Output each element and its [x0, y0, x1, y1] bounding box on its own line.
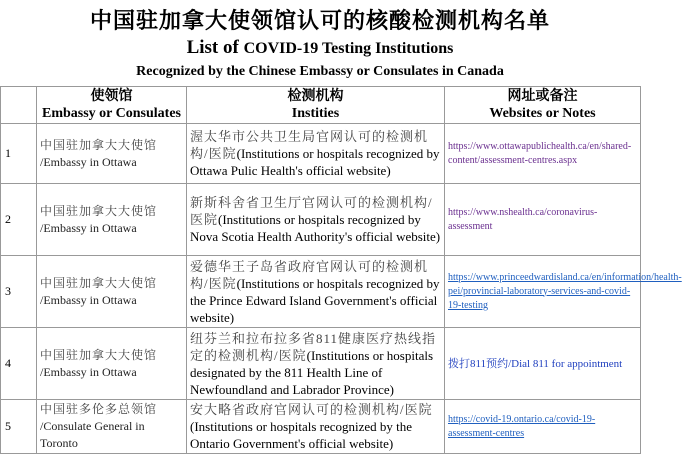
- header-institutions: [187, 87, 445, 124]
- row-institution-zh: 新斯科舍省卫生厅官网认可的检测机构/医院: [190, 195, 433, 227]
- row-note: [445, 124, 641, 184]
- row-institution-zh: 纽芬兰和拉布拉多省811健康医疗热线指定的检测机构/医院: [190, 330, 437, 363]
- title-english: [0, 36, 640, 61]
- row-institution: [187, 400, 445, 454]
- row-note: [445, 184, 641, 256]
- header-embassy: [37, 87, 187, 124]
- header-embassy-zh: 使领馆: [90, 89, 133, 104]
- row-note-link[interactable]: https://www.princeedwardisland.ca/en/information/health-pei/provincial-laboratory-services-and-covid-19-testing: [448, 271, 682, 311]
- header-institutions-zh: 检测机构: [287, 89, 344, 104]
- header-institutions-en: Instities: [291, 106, 340, 121]
- row-institution-en: (Institutions or hospitals designated by the 811 Health Line of Newfoundland and Labrador Province): [190, 347, 434, 397]
- row-note[interactable]: [445, 400, 641, 454]
- row-note[interactable]: [445, 256, 682, 328]
- row-embassy: [37, 400, 187, 454]
- document-header: [0, 0, 640, 82]
- row-embassy: [37, 184, 187, 256]
- header-websites-en: Websites or Notes: [489, 106, 596, 121]
- row-note-link[interactable]: https://covid-19.ontario.ca/covid-19-assessment-centres: [448, 413, 596, 439]
- row-embassy-zh: 中国驻加拿大大使馆: [40, 137, 158, 152]
- row-note-text: 拨打811预约/Dial 811 for appointment: [448, 357, 623, 370]
- table-row: [1, 256, 641, 328]
- row-number: 3: [1, 256, 37, 328]
- row-number: 1: [1, 124, 37, 184]
- table-row: [1, 184, 641, 256]
- header-number: [1, 87, 37, 124]
- row-embassy-en: /Embassy in Ottawa: [40, 364, 137, 379]
- row-embassy-en: /Embassy in Ottawa: [40, 292, 137, 307]
- header-websites-zh: 网址或备注: [507, 89, 578, 104]
- row-note-text: https://www.ottawapublichealth.ca/en/shared-content/assessment-centres.aspx: [448, 140, 632, 166]
- row-embassy-zh: 中国驻多伦多总领馆: [40, 402, 158, 416]
- row-embassy-zh: 中国驻加拿大大使馆: [40, 347, 158, 362]
- row-embassy-en: /Embassy in Ottawa: [40, 220, 137, 235]
- row-embassy-en: /Consulate General in Toronto: [40, 419, 145, 450]
- table-row: [1, 400, 641, 454]
- row-note: [445, 328, 641, 400]
- institutions-table: [0, 86, 682, 454]
- row-institution-zh: 爱德华王子岛省政府官网认可的检测机构/医院: [190, 258, 429, 291]
- row-institution: [187, 184, 445, 256]
- header-websites: [445, 87, 641, 124]
- table-row: [1, 328, 641, 400]
- row-embassy-en: /Embassy in Ottawa: [40, 154, 137, 169]
- row-institution-en: (Institutions or hospitals recognized by the Ontario Government's official website): [190, 419, 413, 451]
- row-number: 4: [1, 328, 37, 400]
- row-embassy-zh: 中国驻加拿大大使馆: [40, 203, 158, 218]
- row-embassy: [37, 328, 187, 400]
- title-english-prefix: List of: [186, 37, 239, 58]
- row-number: 5: [1, 400, 37, 454]
- row-institution: [187, 124, 445, 184]
- title-chinese: 中国驻加拿大使领馆认可的核酸检测机构名单: [89, 8, 550, 33]
- row-institution: [187, 256, 445, 328]
- row-embassy: [37, 256, 187, 328]
- row-embassy-zh: 中国驻加拿大大使馆: [40, 275, 158, 290]
- row-institution-zh: 渥太华市公共卫生局官网认可的检测机构/医院: [190, 129, 429, 161]
- header-embassy-en: Embassy or Consulates: [42, 106, 181, 121]
- table-header-row: [1, 87, 641, 124]
- row-institution-zh: 安大略省政府官网认可的检测机构/医院: [190, 402, 433, 417]
- title-english-main: COVID-19 Testing Institutions: [243, 40, 454, 57]
- row-institution-en: (Institutions or hospitals recognized by Nova Scotia Health Authority's official website): [190, 212, 441, 244]
- subtitle-english: Recognized by the Chinese Embassy or Consulates in Canada: [136, 64, 504, 79]
- row-institution-en: (Institutions or hospitals recognized by the Prince Edward Island Government's official website): [190, 275, 440, 325]
- row-number: 2: [1, 184, 37, 256]
- row-note-text: https://www.nshealth.ca/coronavirus-assessment: [448, 206, 598, 232]
- row-institution-en: (Institutions or hospitals recognized by Ottawa Pulic Health's official website): [190, 146, 440, 178]
- row-institution: [187, 328, 445, 400]
- table-row: [1, 124, 641, 184]
- row-embassy: [37, 124, 187, 184]
